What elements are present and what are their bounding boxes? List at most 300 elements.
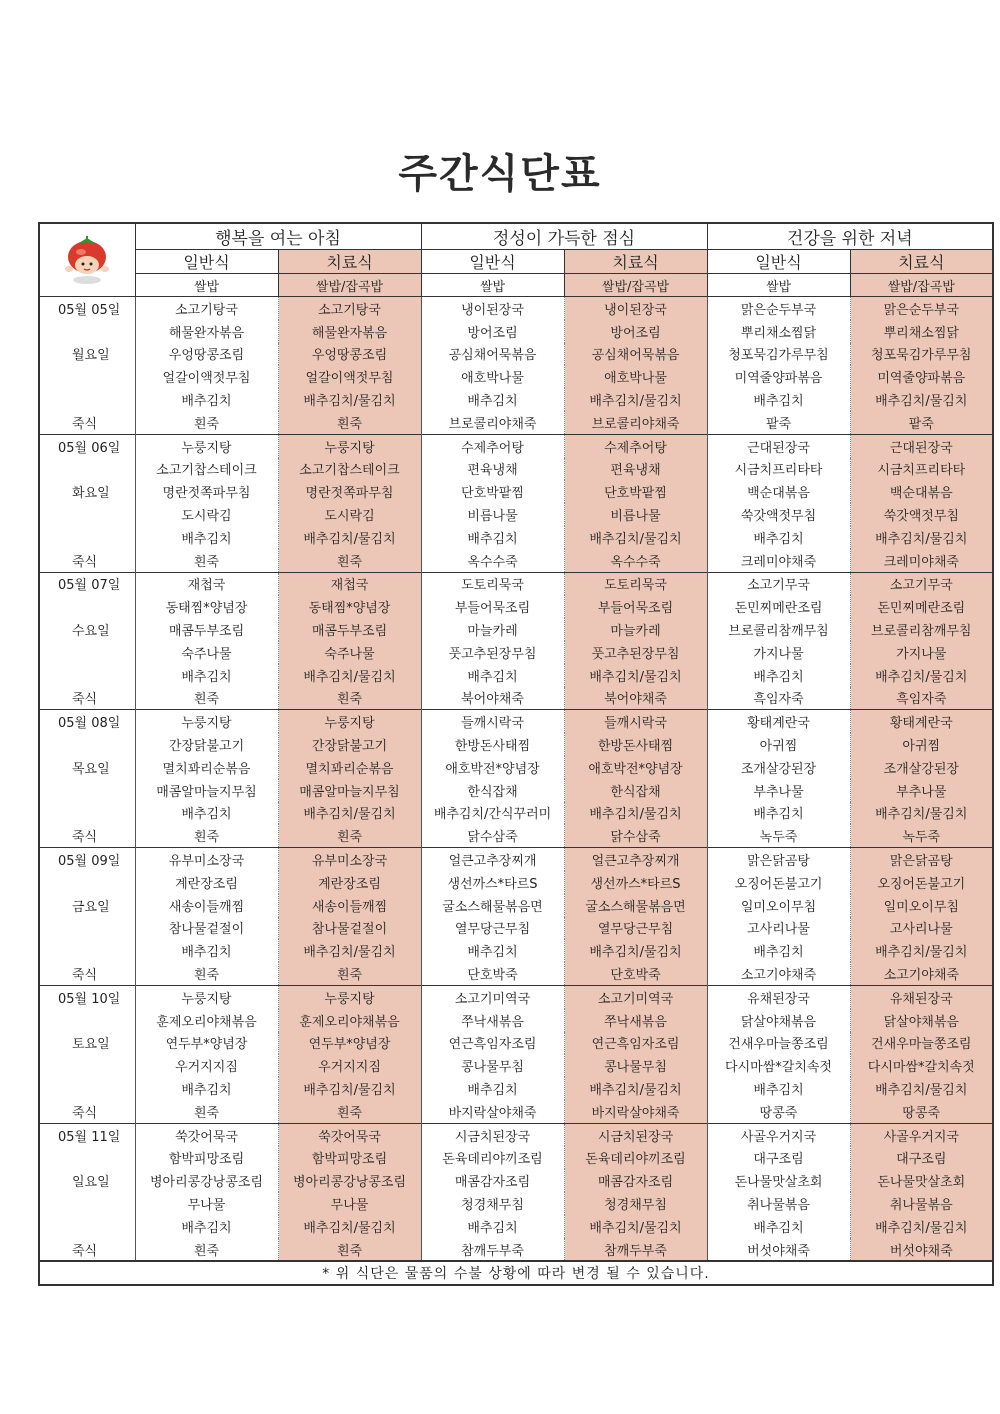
therapeutic-menu-item: 배추김치/물김치 <box>278 526 421 549</box>
general-menu-item: 명란젓쪽파무침 <box>135 480 278 503</box>
general-menu-item: 미역줄양파볶음 <box>707 365 850 388</box>
therapeutic-menu-item: 녹두죽 <box>850 824 993 847</box>
general-menu-item: 아귀찜 <box>707 733 850 756</box>
diet-type-therapeutic: 치료식 <box>278 250 421 274</box>
therapeutic-menu-item: 누룽지탕 <box>278 985 421 1008</box>
therapeutic-menu-item: 부들어묵조림 <box>564 595 707 618</box>
general-menu-item: 공심채어묵볶음 <box>421 343 564 366</box>
therapeutic-menu-item: 숙주나물 <box>278 641 421 664</box>
date-spacer <box>39 917 135 940</box>
therapeutic-menu-item: 배추김치/물김치 <box>564 526 707 549</box>
date-spacer <box>39 871 135 894</box>
therapeutic-menu-item: 훈제오리야채볶음 <box>278 1009 421 1032</box>
therapeutic-menu-item: 뿌리채소찜닭 <box>850 320 993 343</box>
general-menu-item: 건새우마늘쫑조림 <box>707 1032 850 1055</box>
menu-row <box>39 297 993 320</box>
menu-row <box>39 388 993 411</box>
general-menu-item: 닭수삼죽 <box>421 824 564 847</box>
therapeutic-menu-item: 무나물 <box>278 1192 421 1215</box>
rice-therapeutic: 쌀밥/잡곡밥 <box>850 274 993 297</box>
porridge-label: 죽식 <box>39 962 135 985</box>
therapeutic-menu-item: 배추김치/물김치 <box>850 1077 993 1100</box>
date-spacer <box>39 1215 135 1238</box>
general-menu-item: 황태계란국 <box>707 710 850 733</box>
logo-cell <box>39 223 135 297</box>
general-menu-item: 부들어묵조림 <box>421 595 564 618</box>
menu-row <box>39 343 993 366</box>
general-menu-item: 배추김치 <box>707 802 850 825</box>
general-menu-item: 배추김치 <box>421 664 564 687</box>
therapeutic-menu-item: 계란장조림 <box>278 871 421 894</box>
therapeutic-menu-item: 맑은닭곰탕 <box>850 848 993 871</box>
menu-row <box>39 618 993 641</box>
menu-row <box>39 1077 993 1100</box>
therapeutic-menu-item: 배추김치/물김치 <box>850 1215 993 1238</box>
menu-row <box>39 824 993 847</box>
therapeutic-menu-item: 유부미소장국 <box>278 848 421 871</box>
general-menu-item: 도시락김 <box>135 503 278 526</box>
therapeutic-menu-item: 팥죽 <box>850 411 993 434</box>
therapeutic-menu-item: 건새우마늘쫑조림 <box>850 1032 993 1055</box>
general-menu-item: 유부미소장국 <box>135 848 278 871</box>
general-menu-item: 흰죽 <box>135 549 278 572</box>
tomato-mascot-icon <box>40 235 135 285</box>
general-menu-item: 굴소스해물볶음면 <box>421 894 564 917</box>
menu-row <box>39 572 993 595</box>
therapeutic-menu-item: 청경채무침 <box>564 1192 707 1215</box>
therapeutic-menu-item: 얼큰고추장찌개 <box>564 848 707 871</box>
therapeutic-menu-item: 배추김치/물김치 <box>564 1077 707 1100</box>
therapeutic-menu-item: 공심채어묵볶음 <box>564 343 707 366</box>
therapeutic-menu-item: 소고기야채죽 <box>850 962 993 985</box>
general-menu-item: 냉이된장국 <box>421 297 564 320</box>
day-date: 05월 09일 <box>39 848 135 871</box>
therapeutic-menu-item: 매콤감자조림 <box>564 1169 707 1192</box>
general-menu-item: 조개살강된장 <box>707 756 850 779</box>
diet-type-general: 일반식 <box>135 250 278 274</box>
therapeutic-menu-item: 맑은순두부국 <box>850 297 993 320</box>
general-menu-item: 얼갈이액젓무침 <box>135 365 278 388</box>
general-menu-item: 취나물볶음 <box>707 1192 850 1215</box>
general-menu-item: 흰죽 <box>135 411 278 434</box>
therapeutic-menu-item: 수제추어탕 <box>564 434 707 457</box>
general-menu-item: 병아리콩강낭콩조림 <box>135 1169 278 1192</box>
day-weekday: 월요일 <box>39 343 135 366</box>
therapeutic-menu-item: 흰죽 <box>278 687 421 710</box>
general-menu-item: 비름나물 <box>421 503 564 526</box>
general-menu-item: 닭살야채볶음 <box>707 1009 850 1032</box>
menu-row <box>39 320 993 343</box>
menu-row <box>39 458 993 481</box>
meal-header-breakfast: 행복을 여는 아침 <box>135 223 421 250</box>
therapeutic-menu-item: 소고기찹스테이크 <box>278 458 421 481</box>
menu-row <box>39 779 993 802</box>
general-menu-item: 연근흑임자조림 <box>421 1032 564 1055</box>
day-weekday: 일요일 <box>39 1169 135 1192</box>
therapeutic-menu-item: 브로콜리참깨무침 <box>850 618 993 641</box>
diet-type-therapeutic: 치료식 <box>850 250 993 274</box>
therapeutic-menu-item: 대구조림 <box>850 1146 993 1169</box>
therapeutic-menu-item: 단호박죽 <box>564 962 707 985</box>
day-date: 05월 10일 <box>39 985 135 1008</box>
menu-row <box>39 733 993 756</box>
menu-row <box>39 595 993 618</box>
day-date: 05월 06일 <box>39 434 135 457</box>
therapeutic-menu-item: 사골우거지국 <box>850 1123 993 1146</box>
general-menu-item: 소고기찹스테이크 <box>135 458 278 481</box>
general-menu-item: 뿌리채소찜닭 <box>707 320 850 343</box>
general-menu-item: 녹두죽 <box>707 824 850 847</box>
general-menu-item: 무나물 <box>135 1192 278 1215</box>
day-weekday: 목요일 <box>39 756 135 779</box>
therapeutic-menu-item: 배추김치/물김치 <box>850 526 993 549</box>
general-menu-item: 해물완자볶음 <box>135 320 278 343</box>
general-menu-item: 소고기무국 <box>707 572 850 595</box>
weekly-menu-table <box>38 222 994 1286</box>
day-date: 05월 07일 <box>39 572 135 595</box>
date-spacer <box>39 1009 135 1032</box>
therapeutic-menu-item: 배추김치/물김치 <box>564 388 707 411</box>
general-menu-item: 배추김치 <box>135 939 278 962</box>
date-spacer <box>39 388 135 411</box>
general-menu-item: 배추김치 <box>135 388 278 411</box>
general-menu-item: 쑥갓어묵국 <box>135 1123 278 1146</box>
therapeutic-menu-item: 부추나물 <box>850 779 993 802</box>
menu-row <box>39 1215 993 1238</box>
general-menu-item: 오징어돈불고기 <box>707 871 850 894</box>
therapeutic-menu-item: 쭈낙새볶음 <box>564 1009 707 1032</box>
general-menu-item: 생선까스*타르S <box>421 871 564 894</box>
day-weekday: 화요일 <box>39 480 135 503</box>
menu-row <box>39 1123 993 1146</box>
general-menu-item: 함박피망조림 <box>135 1146 278 1169</box>
therapeutic-menu-item: 브로콜리야채죽 <box>564 411 707 434</box>
therapeutic-menu-item: 바지락살야채죽 <box>564 1100 707 1123</box>
general-menu-item: 쑥갓액젓무침 <box>707 503 850 526</box>
therapeutic-menu-item: 닭살야채볶음 <box>850 1009 993 1032</box>
therapeutic-menu-item: 참나물겉절이 <box>278 917 421 940</box>
general-menu-item: 우거지지짐 <box>135 1054 278 1077</box>
general-menu-item: 배추김치 <box>707 939 850 962</box>
date-spacer <box>39 1077 135 1100</box>
general-menu-item: 흰죽 <box>135 824 278 847</box>
therapeutic-menu-item: 배추김치/물김치 <box>278 664 421 687</box>
therapeutic-menu-item: 백순대볶음 <box>850 480 993 503</box>
menu-row <box>39 549 993 572</box>
date-spacer <box>39 320 135 343</box>
porridge-label: 죽식 <box>39 1238 135 1262</box>
general-menu-item: 숙주나물 <box>135 641 278 664</box>
therapeutic-menu-item: 배추김치/물김치 <box>850 802 993 825</box>
menu-row <box>39 1169 993 1192</box>
general-menu-item: 배추김치 <box>421 939 564 962</box>
menu-row <box>39 1100 993 1123</box>
therapeutic-menu-item: 버섯야채죽 <box>850 1238 993 1262</box>
therapeutic-menu-item: 땅콩죽 <box>850 1100 993 1123</box>
general-menu-item: 배추김치 <box>135 664 278 687</box>
therapeutic-menu-item: 흰죽 <box>278 549 421 572</box>
date-spacer <box>39 1054 135 1077</box>
therapeutic-menu-item: 돈나물맛살초회 <box>850 1169 993 1192</box>
general-menu-item: 참깨두부죽 <box>421 1238 564 1262</box>
therapeutic-menu-item: 흰죽 <box>278 1238 421 1262</box>
date-spacer <box>39 503 135 526</box>
general-menu-item: 매콤알마늘지무침 <box>135 779 278 802</box>
therapeutic-menu-item: 애호박나물 <box>564 365 707 388</box>
general-menu-item: 청경채무침 <box>421 1192 564 1215</box>
therapeutic-menu-item: 냉이된장국 <box>564 297 707 320</box>
therapeutic-menu-item: 미역줄양파볶음 <box>850 365 993 388</box>
date-spacer <box>39 365 135 388</box>
general-menu-item: 단호박팥찜 <box>421 480 564 503</box>
menu-row <box>39 871 993 894</box>
menu-row <box>39 641 993 664</box>
general-menu-item: 크레미야채죽 <box>707 549 850 572</box>
therapeutic-menu-item: 배추김치/물김치 <box>278 388 421 411</box>
therapeutic-menu-item: 누룽지탕 <box>278 434 421 457</box>
general-menu-item: 백순대볶음 <box>707 480 850 503</box>
general-menu-item: 배추김치 <box>135 1215 278 1238</box>
therapeutic-menu-item: 애호박전*양념장 <box>564 756 707 779</box>
therapeutic-menu-item: 근대된장국 <box>850 434 993 457</box>
menu-row <box>39 848 993 871</box>
general-menu-item: 배추김치 <box>421 1215 564 1238</box>
general-menu-item: 돈육데리야끼조림 <box>421 1146 564 1169</box>
therapeutic-menu-item: 열무당근무침 <box>564 917 707 940</box>
general-menu-item: 유채된장국 <box>707 985 850 1008</box>
menu-row <box>39 526 993 549</box>
therapeutic-menu-item: 조개살강된장 <box>850 756 993 779</box>
general-menu-item: 배추김치/간식꾸러미 <box>421 802 564 825</box>
menu-row <box>39 1192 993 1215</box>
general-menu-item: 수제추어탕 <box>421 434 564 457</box>
general-menu-item: 소고기야채죽 <box>707 962 850 985</box>
general-menu-item: 북어야채죽 <box>421 687 564 710</box>
general-menu-item: 일미오이무침 <box>707 894 850 917</box>
date-spacer <box>39 939 135 962</box>
general-menu-item: 사골우거지국 <box>707 1123 850 1146</box>
date-spacer <box>39 595 135 618</box>
porridge-label: 죽식 <box>39 411 135 434</box>
date-spacer <box>39 1146 135 1169</box>
diet-type-therapeutic: 치료식 <box>564 250 707 274</box>
therapeutic-menu-item: 매콤두부조림 <box>278 618 421 641</box>
therapeutic-menu-item: 쑥갓액젓무침 <box>850 503 993 526</box>
therapeutic-menu-item: 들깨시락국 <box>564 710 707 733</box>
therapeutic-menu-item: 방어조림 <box>564 320 707 343</box>
therapeutic-menu-item: 소고기미역국 <box>564 985 707 1008</box>
general-menu-item: 배추김치 <box>135 1077 278 1100</box>
general-menu-item: 청포묵김가루무침 <box>707 343 850 366</box>
general-menu-item: 간장닭불고기 <box>135 733 278 756</box>
date-spacer <box>39 641 135 664</box>
porridge-label: 죽식 <box>39 824 135 847</box>
general-menu-item: 단호박죽 <box>421 962 564 985</box>
therapeutic-menu-item: 간장닭불고기 <box>278 733 421 756</box>
therapeutic-menu-item: 유채된장국 <box>850 985 993 1008</box>
general-menu-item: 매콤두부조림 <box>135 618 278 641</box>
therapeutic-menu-item: 취나물볶음 <box>850 1192 993 1215</box>
general-menu-item: 시금치프리타타 <box>707 458 850 481</box>
therapeutic-menu-item: 한방돈사태찜 <box>564 733 707 756</box>
therapeutic-menu-item: 배추김치/물김치 <box>850 664 993 687</box>
therapeutic-menu-item: 배추김치/물김치 <box>850 388 993 411</box>
general-menu-item: 버섯야채죽 <box>707 1238 850 1262</box>
general-menu-item: 들깨시락국 <box>421 710 564 733</box>
general-menu-item: 멸치꽈리순볶음 <box>135 756 278 779</box>
porridge-label: 죽식 <box>39 687 135 710</box>
therapeutic-menu-item: 크레미야채죽 <box>850 549 993 572</box>
therapeutic-menu-item: 오징어돈불고기 <box>850 871 993 894</box>
therapeutic-menu-item: 배추김치/물김치 <box>850 939 993 962</box>
general-menu-item: 흑임자죽 <box>707 687 850 710</box>
general-menu-item: 배추김치 <box>421 1077 564 1100</box>
day-weekday: 토요일 <box>39 1032 135 1055</box>
general-menu-item: 도토리묵국 <box>421 572 564 595</box>
therapeutic-menu-item: 얼갈이액젓무침 <box>278 365 421 388</box>
general-menu-item: 대구조림 <box>707 1146 850 1169</box>
therapeutic-menu-item: 연근흑임자조림 <box>564 1032 707 1055</box>
general-menu-item: 옥수수죽 <box>421 549 564 572</box>
menu-row <box>39 962 993 985</box>
general-menu-item: 배추김치 <box>707 388 850 411</box>
therapeutic-menu-item: 돈민찌메란조림 <box>850 595 993 618</box>
general-menu-item: 배추김치 <box>707 526 850 549</box>
day-date: 05월 11일 <box>39 1123 135 1146</box>
therapeutic-menu-item: 배추김치/물김치 <box>278 1215 421 1238</box>
therapeutic-menu-item: 흑임자죽 <box>850 687 993 710</box>
porridge-label: 죽식 <box>39 549 135 572</box>
rice-therapeutic: 쌀밥/잡곡밥 <box>278 274 421 297</box>
day-weekday: 금요일 <box>39 894 135 917</box>
meal-header-dinner: 건강을 위한 저녁 <box>707 223 993 250</box>
therapeutic-menu-item: 굴소스해물볶음면 <box>564 894 707 917</box>
date-spacer <box>39 664 135 687</box>
menu-row <box>39 1032 993 1055</box>
therapeutic-menu-item: 우거지지짐 <box>278 1054 421 1077</box>
general-menu-item: 맑은닭곰탕 <box>707 848 850 871</box>
general-menu-item: 배추김치 <box>421 526 564 549</box>
therapeutic-menu-item: 아귀찜 <box>850 733 993 756</box>
general-menu-item: 동태찜*양념장 <box>135 595 278 618</box>
therapeutic-menu-item: 청포묵김가루무침 <box>850 343 993 366</box>
general-menu-item: 열무당근무침 <box>421 917 564 940</box>
therapeutic-menu-item: 편육냉채 <box>564 458 707 481</box>
therapeutic-menu-item: 황태계란국 <box>850 710 993 733</box>
menu-row <box>39 411 993 434</box>
menu-row <box>39 939 993 962</box>
menu-row <box>39 365 993 388</box>
general-menu-item: 누룽지탕 <box>135 985 278 1008</box>
menu-row <box>39 756 993 779</box>
therapeutic-menu-item: 명란젓쪽파무침 <box>278 480 421 503</box>
therapeutic-menu-item: 배추김치/물김치 <box>278 1077 421 1100</box>
general-menu-item: 흰죽 <box>135 1238 278 1262</box>
porridge-label: 죽식 <box>39 1100 135 1123</box>
therapeutic-menu-item: 단호박팥찜 <box>564 480 707 503</box>
menu-row <box>39 1009 993 1032</box>
date-spacer <box>39 458 135 481</box>
therapeutic-menu-item: 함박피망조림 <box>278 1146 421 1169</box>
general-menu-item: 마늘카레 <box>421 618 564 641</box>
therapeutic-menu-item: 비름나물 <box>564 503 707 526</box>
general-menu-item: 바지락살야채죽 <box>421 1100 564 1123</box>
menu-row <box>39 687 993 710</box>
therapeutic-menu-item: 흰죽 <box>278 1100 421 1123</box>
diet-type-general: 일반식 <box>421 250 564 274</box>
therapeutic-menu-item: 다시마쌈*갈치속젓 <box>850 1054 993 1077</box>
therapeutic-menu-item: 소고기탕국 <box>278 297 421 320</box>
therapeutic-menu-item: 흰죽 <box>278 411 421 434</box>
menu-row <box>39 503 993 526</box>
therapeutic-menu-item: 고사리나물 <box>850 917 993 940</box>
rice-general: 쌀밥 <box>135 274 278 297</box>
therapeutic-menu-item: 배추김치/물김치 <box>564 664 707 687</box>
therapeutic-menu-item: 배추김치/물김치 <box>564 802 707 825</box>
general-menu-item: 한식잡채 <box>421 779 564 802</box>
therapeutic-menu-item: 배추김치/물김치 <box>278 802 421 825</box>
general-menu-item: 다시마쌈*갈치속젓 <box>707 1054 850 1077</box>
therapeutic-menu-item: 소고기무국 <box>850 572 993 595</box>
general-menu-item: 콩나물무침 <box>421 1054 564 1077</box>
menu-row <box>39 1054 993 1077</box>
page-title: 주간식단표 <box>398 151 602 197</box>
therapeutic-menu-item: 시금치프리타타 <box>850 458 993 481</box>
therapeutic-menu-item: 동태찜*양념장 <box>278 595 421 618</box>
general-menu-item: 소고기미역국 <box>421 985 564 1008</box>
therapeutic-menu-item: 북어야채죽 <box>564 687 707 710</box>
general-menu-item: 브로콜리참깨무침 <box>707 618 850 641</box>
general-menu-item: 흰죽 <box>135 962 278 985</box>
day-date: 05월 05일 <box>39 297 135 320</box>
menu-row <box>39 917 993 940</box>
therapeutic-menu-item: 배추김치/물김치 <box>278 939 421 962</box>
general-menu-item: 훈제오리야채볶음 <box>135 1009 278 1032</box>
therapeutic-menu-item: 쑥갓어묵국 <box>278 1123 421 1146</box>
menu-row <box>39 985 993 1008</box>
therapeutic-menu-item: 흰죽 <box>278 962 421 985</box>
therapeutic-menu-item: 재첩국 <box>278 572 421 595</box>
menu-row <box>39 1146 993 1169</box>
general-menu-item: 돈민찌메란조림 <box>707 595 850 618</box>
therapeutic-menu-item: 닭수삼죽 <box>564 824 707 847</box>
menu-row <box>39 664 993 687</box>
diet-type-general: 일반식 <box>707 250 850 274</box>
general-menu-item: 애호박나물 <box>421 365 564 388</box>
general-menu-item: 풋고추된장무침 <box>421 641 564 664</box>
day-weekday: 수요일 <box>39 618 135 641</box>
general-menu-item: 편육냉채 <box>421 458 564 481</box>
date-spacer <box>39 733 135 756</box>
date-spacer <box>39 526 135 549</box>
rice-therapeutic: 쌀밥/잡곡밥 <box>564 274 707 297</box>
general-menu-item: 배추김치 <box>707 1215 850 1238</box>
therapeutic-menu-item: 가지나물 <box>850 641 993 664</box>
date-spacer <box>39 802 135 825</box>
therapeutic-menu-item: 돈육데리야끼조림 <box>564 1146 707 1169</box>
therapeutic-menu-item: 매콤알마늘지무침 <box>278 779 421 802</box>
therapeutic-menu-item: 연두부*양념장 <box>278 1032 421 1055</box>
therapeutic-menu-item: 마늘카레 <box>564 618 707 641</box>
therapeutic-menu-item: 생선까스*타르S <box>564 871 707 894</box>
general-menu-item: 애호박전*양념장 <box>421 756 564 779</box>
general-menu-item: 쭈낙새볶음 <box>421 1009 564 1032</box>
date-spacer <box>39 1192 135 1215</box>
general-menu-item: 얼큰고추장찌개 <box>421 848 564 871</box>
therapeutic-menu-item: 도토리묵국 <box>564 572 707 595</box>
general-menu-item: 시금치된장국 <box>421 1123 564 1146</box>
general-menu-item: 참나물겉절이 <box>135 917 278 940</box>
